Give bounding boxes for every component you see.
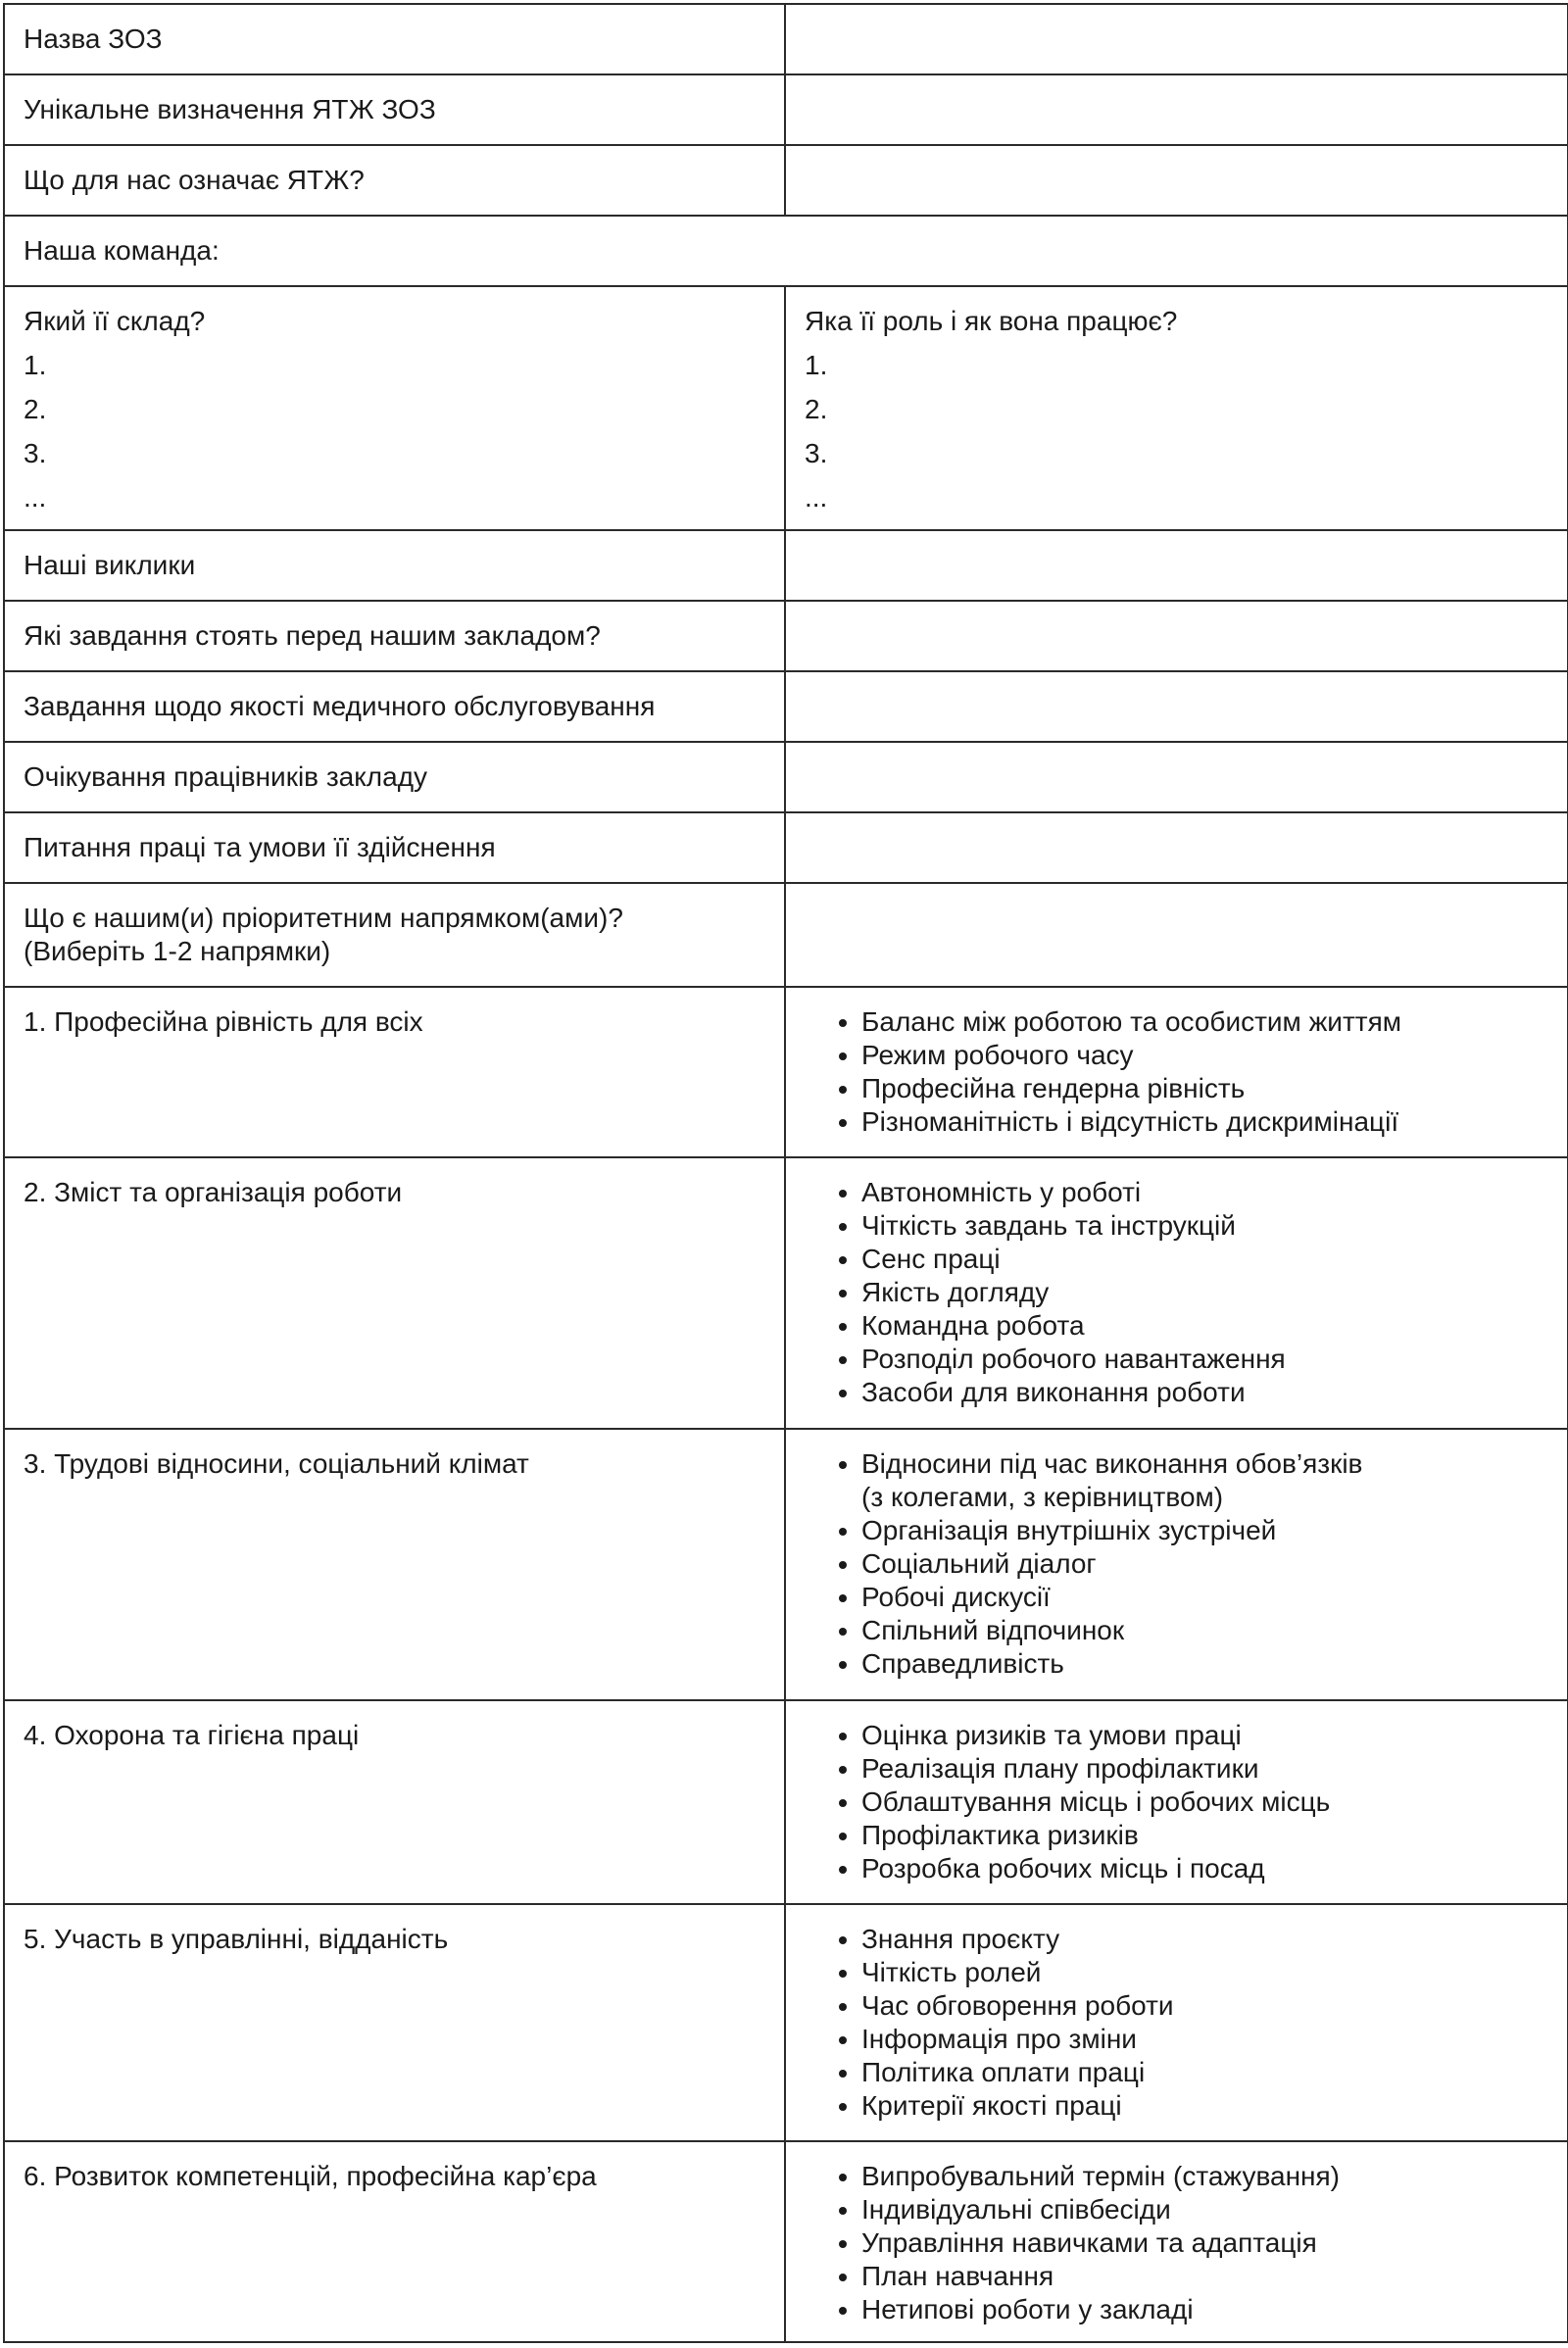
- direction-items-5: [785, 1904, 1568, 2141]
- list-item: • Облаштування місць і робочих місць: [861, 1785, 1548, 1819]
- list-item: • Якість догляду: [861, 1276, 1548, 1309]
- field-unique-definition[interactable]: [785, 74, 1568, 145]
- row-direction-1: [4, 987, 1568, 1157]
- field-priority[interactable]: [785, 883, 1568, 987]
- team-composition-cell[interactable]: [4, 286, 785, 530]
- list-item: • Знання проєкту: [861, 1923, 1548, 1956]
- list-item: • Критерії якості праці: [861, 2089, 1548, 2123]
- list-item: • Різноманітність і відсутність дискримінації: [861, 1105, 1548, 1139]
- workplace-quality-form: [3, 3, 1568, 2343]
- role-item-3: 3.: [805, 438, 828, 468]
- list-item: • Індивідуальні співбесіди: [861, 2193, 1548, 2226]
- priority-hint: (Виберіть 1-2 напрямки): [24, 936, 331, 966]
- direction-items-4: [785, 1700, 1568, 1904]
- list-item: • Спільний відпочинок: [861, 1614, 1548, 1647]
- field-challenges[interactable]: [785, 530, 1568, 601]
- direction-items-2: [785, 1157, 1568, 1429]
- direction-list-6: [805, 2160, 1548, 2326]
- row-direction-6: [4, 2141, 1568, 2342]
- field-quality-tasks[interactable]: [785, 671, 1568, 742]
- label-quality-tasks: Завдання щодо якості медичного обслуговування: [4, 671, 785, 742]
- field-meaning[interactable]: [785, 145, 1568, 216]
- role-item-2: 2.: [805, 394, 828, 424]
- row-team-details: [4, 286, 1568, 530]
- row-priority: [4, 883, 1568, 987]
- direction-title-4: 4. Охорона та гігієна праці: [4, 1700, 785, 1904]
- label-unique-definition: Унікальне визначення ЯТЖ ЗОЗ: [4, 74, 785, 145]
- direction-items-6: [785, 2141, 1568, 2342]
- list-item: • Баланс між роботою та особистим життям: [861, 1005, 1548, 1039]
- row-tasks: [4, 601, 1568, 671]
- list-item: • Чіткість завдань та інструкцій: [861, 1209, 1548, 1243]
- list-item: • Оцінка ризиків та умови праці: [861, 1719, 1548, 1752]
- role-question: Яка її роль і як вона працює?: [805, 306, 1178, 336]
- list-item: • Засоби для виконання роботи: [861, 1376, 1548, 1409]
- row-team: [4, 216, 1568, 286]
- row-meaning: [4, 145, 1568, 216]
- direction-title-3: 3. Трудові відносини, соціальний клімат: [4, 1429, 785, 1700]
- field-staff-expectations[interactable]: [785, 742, 1568, 812]
- direction-list-2: [805, 1176, 1548, 1409]
- composition-item-2: 2.: [24, 394, 47, 424]
- field-facility-name[interactable]: [785, 4, 1568, 74]
- direction-title-5: 5. Участь в управлінні, відданість: [4, 1904, 785, 2141]
- direction-items-1: [785, 987, 1568, 1157]
- list-item: • Профілактика ризиків: [861, 1819, 1548, 1852]
- role-item-more: ...: [805, 482, 828, 513]
- row-staff-expectations: [4, 742, 1568, 812]
- direction-list-5: [805, 1923, 1548, 2123]
- row-direction-4: [4, 1700, 1568, 1904]
- label-meaning: Що для нас означає ЯТЖ?: [4, 145, 785, 216]
- field-work-conditions[interactable]: [785, 812, 1568, 883]
- list-item: • Управління навичками та адаптація: [861, 2226, 1548, 2260]
- row-direction-3: [4, 1429, 1568, 1700]
- label-work-conditions: Питання праці та умови її здійснення: [4, 812, 785, 883]
- direction-title-1: 1. Професійна рівність для всіх: [4, 987, 785, 1157]
- list-item: • Розробка робочих місць і посад: [861, 1852, 1548, 1885]
- list-item: • Політика оплати праці: [861, 2056, 1548, 2089]
- row-challenges: [4, 530, 1568, 601]
- list-item: • План навчання: [861, 2260, 1548, 2293]
- list-item: • Автономність у роботі: [861, 1176, 1548, 1209]
- list-item: • Інформація про зміни: [861, 2023, 1548, 2056]
- team-role-cell[interactable]: [785, 286, 1568, 530]
- composition-item-more: ...: [24, 482, 47, 513]
- row-direction-2: [4, 1157, 1568, 1429]
- composition-item-1: 1.: [24, 350, 47, 380]
- list-item: • Режим робочого часу: [861, 1039, 1548, 1072]
- direction-items-3: [785, 1429, 1568, 1700]
- direction-list-3: [805, 1447, 1548, 1681]
- row-unique-definition: [4, 74, 1568, 145]
- list-item: • Нетипові роботи у закладі: [861, 2293, 1548, 2326]
- list-item: • Сенс праці: [861, 1243, 1548, 1276]
- label-challenges: Наші виклики: [4, 530, 785, 601]
- direction-list-1: [805, 1005, 1548, 1139]
- label-team: Наша команда:: [4, 216, 1568, 286]
- list-item: • Реалізація плану профілактики: [861, 1752, 1548, 1785]
- direction-list-4: [805, 1719, 1548, 1885]
- list-item: • Організація внутрішніх зустрічей: [861, 1514, 1548, 1547]
- list-item: • Справедливість: [861, 1647, 1548, 1681]
- list-item: • Робочі дискусії: [861, 1581, 1548, 1614]
- row-quality-tasks: [4, 671, 1568, 742]
- composition-item-3: 3.: [24, 438, 47, 468]
- direction-title-6: 6. Розвиток компетенцій, професійна кар’єра: [4, 2141, 785, 2342]
- list-item: • Професійна гендерна рівність: [861, 1072, 1548, 1105]
- label-priority: [4, 883, 785, 987]
- row-direction-5: [4, 1904, 1568, 2141]
- list-item: • Випробувальний термін (стажування): [861, 2160, 1548, 2193]
- field-tasks[interactable]: [785, 601, 1568, 671]
- list-item: • Час обговорення роботи: [861, 1989, 1548, 2023]
- row-facility-name: [4, 4, 1568, 74]
- priority-question: Що є нашим(и) пріоритетним напрямком(ами)?: [24, 903, 623, 933]
- composition-question: Який її склад?: [24, 306, 206, 336]
- row-work-conditions: [4, 812, 1568, 883]
- list-item: • Розподіл робочого навантаження: [861, 1343, 1548, 1376]
- label-tasks: Які завдання стоять перед нашим закладом?: [4, 601, 785, 671]
- list-item: • Чіткість ролей: [861, 1956, 1548, 1989]
- label-staff-expectations: Очікування працівників закладу: [4, 742, 785, 812]
- list-item: • Соціальний діалог: [861, 1547, 1548, 1581]
- direction-title-2: 2. Зміст та організація роботи: [4, 1157, 785, 1429]
- label-facility-name: Назва ЗОЗ: [4, 4, 785, 74]
- list-item: • Командна робота: [861, 1309, 1548, 1343]
- role-item-1: 1.: [805, 350, 828, 380]
- list-item: • Відносини під час виконання обов’язків (з колегами, з керівництвом): [861, 1447, 1548, 1514]
